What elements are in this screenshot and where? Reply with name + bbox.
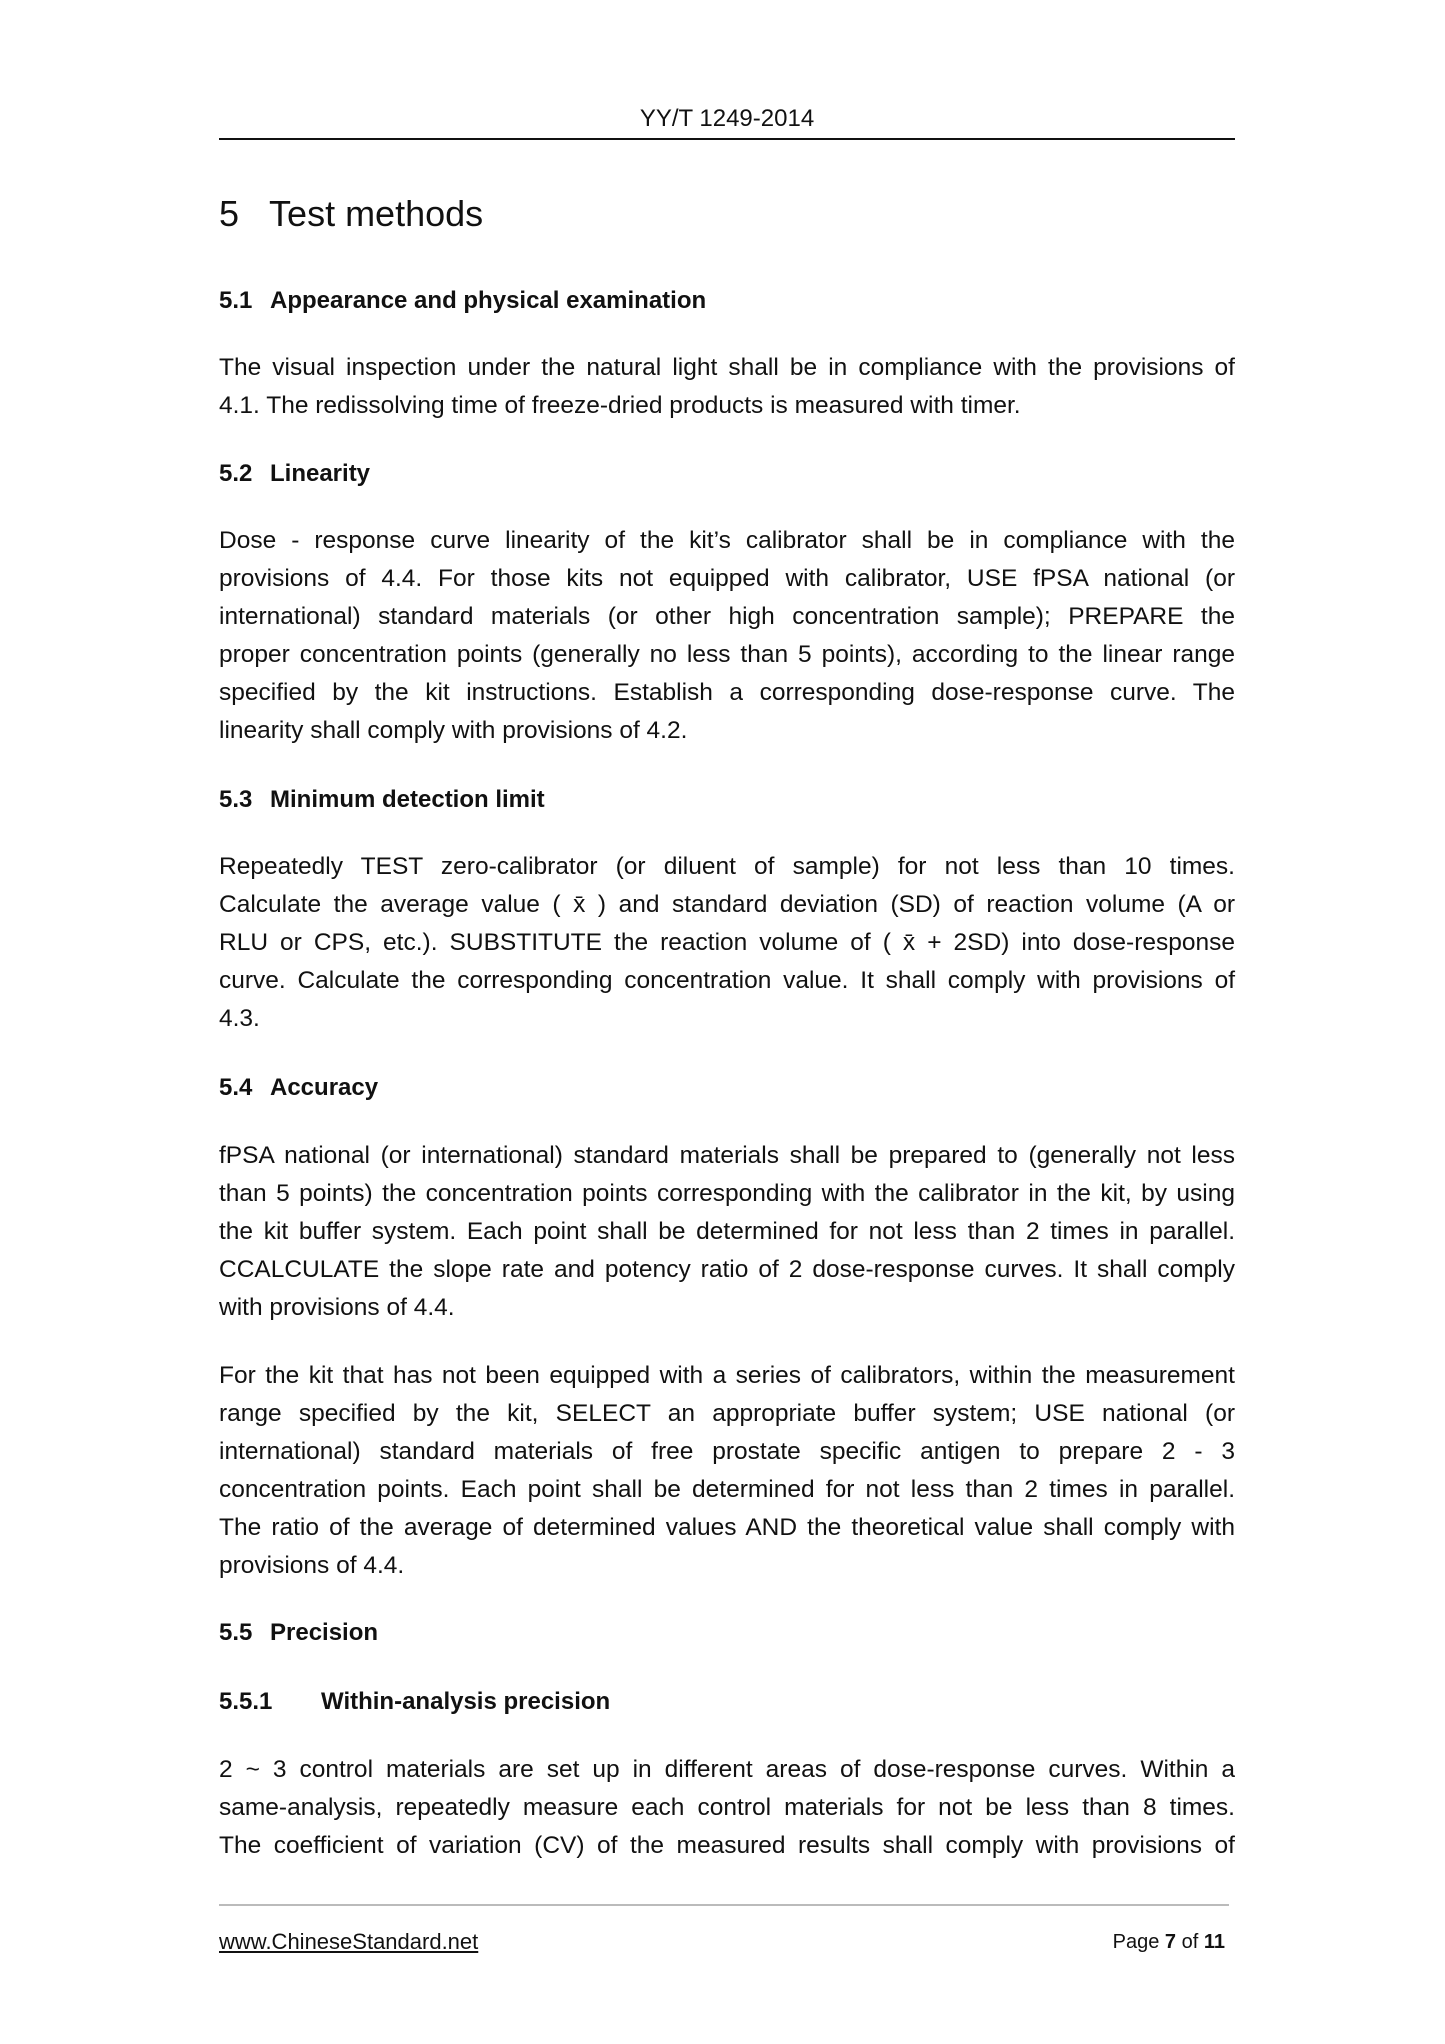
text-line: concentration points. Each point shall be determined for not less than 2 times in parallel. [219, 1476, 1235, 1503]
footer [219, 1928, 1235, 1956]
text-line: The coefficient of variation (CV) of the measured results shall comply with provisions of [219, 1832, 1235, 1859]
paragraph-5-1 [219, 349, 1235, 425]
text-line: the kit buffer system. Each point shall be determined for not less than 2 times in parallel. [219, 1218, 1235, 1245]
text-line: international) standard materials (or other high concentration sample); PREPARE the [219, 603, 1235, 630]
paragraph-5-4-b [219, 1357, 1235, 1585]
page-label: Page [1112, 1931, 1160, 1953]
heading-title: Minimum detection limit [270, 786, 545, 813]
heading-5-5-1 [219, 1683, 1235, 1721]
website-link[interactable]: www.ChineseStandard.net [219, 1929, 479, 1954]
text-line: provisions of 4.4. [219, 1552, 405, 1579]
text-line: fPSA national (or international) standard materials shall be prepared to (generally not less [219, 1142, 1235, 1169]
heading-title: Linearity [270, 460, 371, 487]
section-title: Test methods [269, 193, 484, 234]
total-pages: 11 [1203, 1931, 1225, 1953]
header-rule [219, 138, 1235, 140]
text-line: CCALCULATE the slope rate and potency ratio of 2 dose-response curves. It shall comply [219, 1256, 1235, 1283]
text-line: The ratio of the average of determined values AND the theoretical value shall comply with [219, 1514, 1235, 1541]
heading-5-5 [219, 1614, 1235, 1652]
text-line: curve. Calculate the corresponding concentration value. It shall comply with provisions of [219, 967, 1235, 994]
heading-title: Within-analysis precision [321, 1688, 611, 1715]
heading-number: 5.5.1 [219, 1688, 273, 1715]
paragraph-5-2 [219, 522, 1235, 750]
heading-number: 5.4 [219, 1074, 253, 1101]
text-line: 2 ~ 3 control materials are set up in different areas of dose-response curves. Within a [219, 1756, 1235, 1783]
heading-title: Accuracy [270, 1074, 379, 1101]
paragraph-5-4-a [219, 1137, 1235, 1327]
text-line: For the kit that has not been equipped with a series of calibrators, within the measurement [219, 1362, 1235, 1389]
text-line: specified by the kit instructions. Establish a corresponding dose-response curve. The [219, 679, 1235, 706]
heading-5-3 [219, 781, 1235, 819]
text-line: international) standard materials of free prostate specific antigen to prepare 2 - 3 [219, 1438, 1235, 1465]
text-line: linearity shall comply with provisions of 4.2. [219, 717, 688, 744]
text-line: proper concentration points (generally no less than 5 points), according to the linear range [219, 641, 1235, 668]
text-line: Calculate the average value ( x̄ ) and standard deviation (SD) of reaction volume (A or [219, 891, 1235, 918]
section-number: 5 [219, 193, 240, 234]
heading-5-1 [219, 282, 1235, 320]
text-line: The visual inspection under the natural light shall be in compliance with the provisions of [219, 354, 1235, 381]
text-line: Repeatedly TEST zero-calibrator (or diluent of sample) for not less than 10 times. [219, 853, 1235, 880]
footer-rule [219, 1904, 1229, 1906]
current-page: 7 [1164, 1931, 1177, 1953]
page-number [1113, 1928, 1225, 1956]
heading-number: 5.1 [219, 287, 253, 314]
of-label: of [1181, 1931, 1199, 1953]
running-header: YY/T 1249-2014 [639, 105, 815, 132]
paragraph-5-3 [219, 848, 1235, 1038]
text-line: than 5 points) the concentration points corresponding with the calibrator in the kit, by using [219, 1180, 1235, 1207]
text-line: provisions of 4.4. For those kits not equipped with calibrator, USE fPSA national (or [219, 565, 1235, 592]
text-line: with provisions of 4.4. [219, 1294, 455, 1321]
heading-5-4 [219, 1069, 1235, 1107]
heading-number: 5.2 [219, 460, 253, 487]
heading-5-2 [219, 455, 1235, 493]
text-line: range specified by the kit, SELECT an appropriate buffer system; USE national (or [219, 1400, 1235, 1427]
heading-number: 5.3 [219, 786, 253, 813]
text-line: 4.3. [219, 1005, 260, 1032]
paragraph-5-5-1 [219, 1751, 1235, 1865]
heading-title: Precision [270, 1619, 379, 1646]
section-heading [219, 192, 1235, 236]
text-line: Dose - response curve linearity of the kit’s calibrator shall be in compliance with the [219, 527, 1235, 554]
heading-number: 5.5 [219, 1619, 253, 1646]
text-line: RLU or CPS, etc.). SUBSTITUTE the reaction volume of ( x̄ + 2SD) into dose-response [219, 929, 1235, 956]
heading-title: Appearance and physical examination [270, 287, 707, 314]
text-line: same-analysis, repeatedly measure each control materials for not be less than 8 times. [219, 1794, 1235, 1821]
text-line: 4.1. The redissolving time of freeze-dried products is measured with timer. [219, 392, 1021, 419]
